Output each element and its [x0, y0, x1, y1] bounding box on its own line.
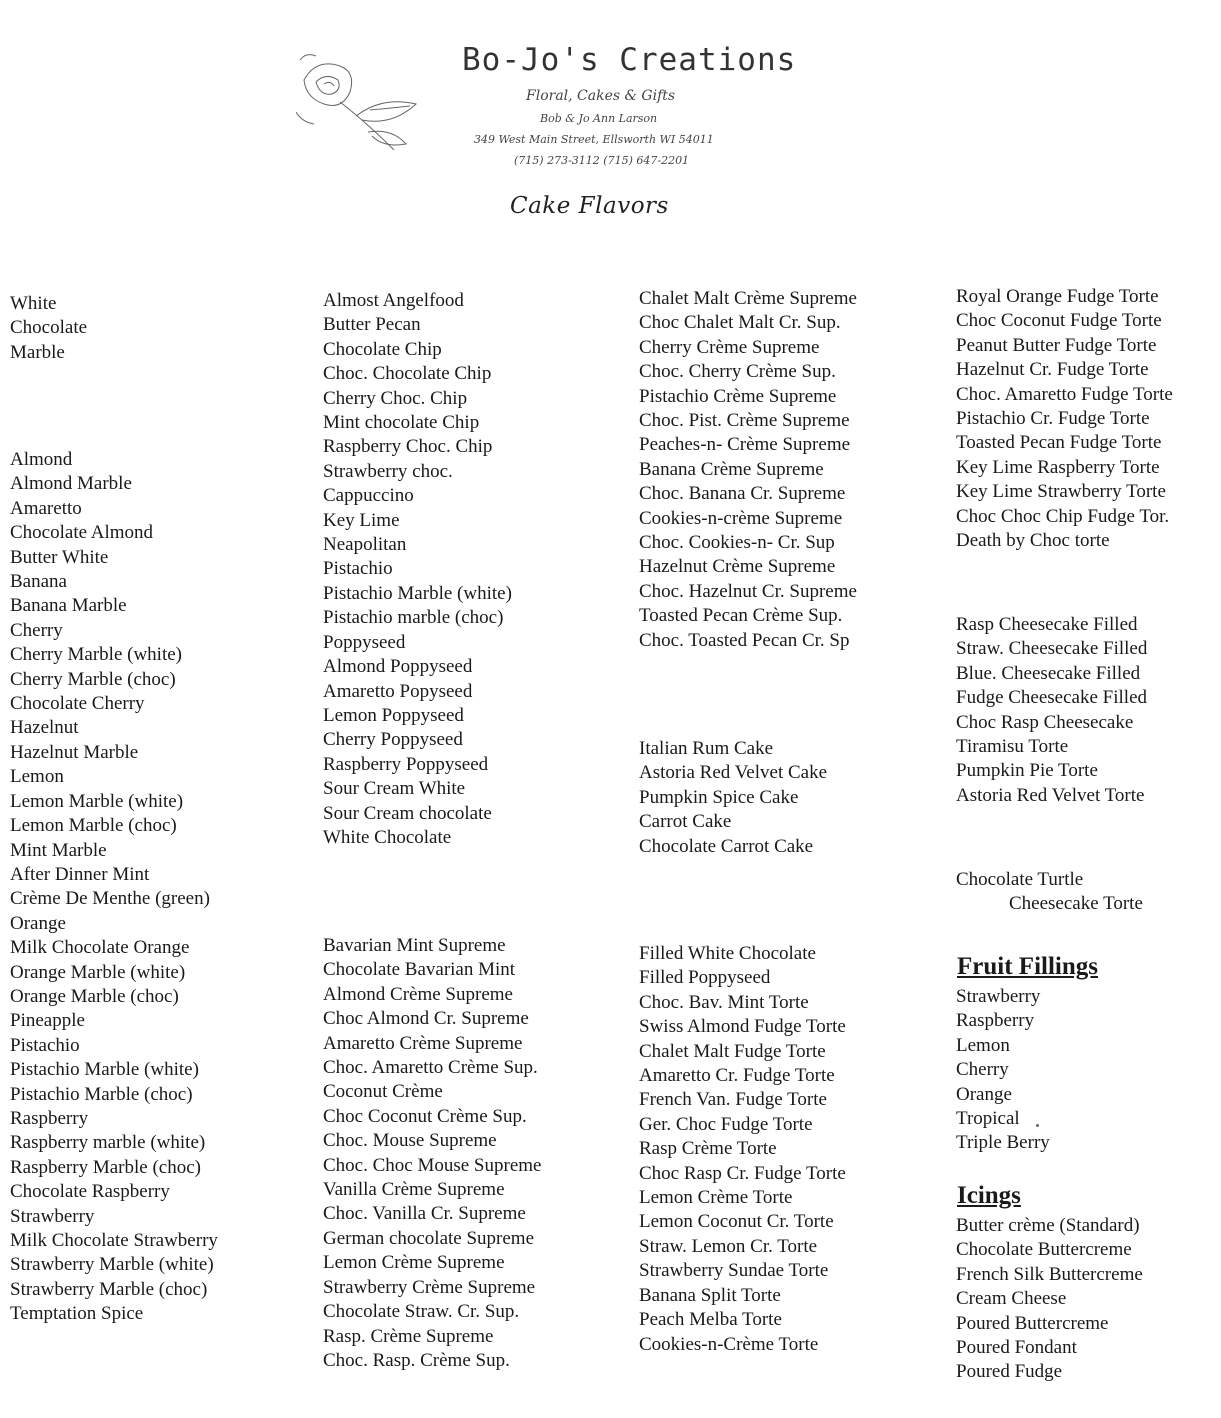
list-item: Poured Buttercreme [956, 1312, 1109, 1334]
list-item: Rasp. Crème Supreme [323, 1325, 494, 1347]
list-item: Choc. Bav. Mint Torte [639, 991, 809, 1013]
list-item: Cookies-n-crème Supreme [639, 507, 843, 529]
tagline: Floral, Cakes & Gifts [526, 88, 676, 104]
list-item: French Silk Buttercreme [956, 1263, 1143, 1285]
list-item: White [10, 293, 57, 314]
list-item: Cherry Poppyseed [323, 729, 463, 751]
phone-numbers: (715) 273-3112 (715) 647-2201 [514, 154, 690, 167]
list-item: Tiramisu Torte [956, 736, 1069, 758]
list-item: Choc. Choc Mouse Supreme [323, 1154, 542, 1176]
list-item: Cherry Marble (choc) [10, 668, 176, 690]
list-item: Amaretto [10, 497, 82, 519]
flavor-list [639, 737, 827, 859]
list-item: Choc Coconut Fudge Torte [956, 310, 1162, 332]
list-item: Poured Fondant [956, 1337, 1077, 1359]
list-item: Toasted Pecan Crème Sup. [639, 605, 843, 627]
list-item: Choc. Toasted Pecan Cr. Sp [639, 629, 850, 651]
list-item: Banana Crème Supreme [639, 458, 824, 480]
list-item: Chocolate Turtle [956, 869, 1084, 890]
list-item: Toasted Pecan Fudge Torte [956, 432, 1162, 454]
list-item: Choc Choc Chip Fudge Tor. [956, 505, 1170, 527]
list-item: Poppyseed [323, 631, 406, 653]
list-item: Pineapple [10, 1010, 85, 1032]
list-item: Pistachio marble (choc) [323, 607, 504, 629]
list-item: White Chocolate [323, 826, 452, 848]
page-title: Cake Flavors [510, 193, 669, 219]
list-item: Astoria Red Velvet Cake [639, 762, 828, 784]
list-item: Choc. Cookies-n- Cr. Sup [639, 532, 835, 554]
list-item: Cookies-n-Crème Torte [639, 1333, 819, 1355]
list-item: Amaretto Popyseed [323, 680, 473, 702]
list-item: Choc. Vanilla Cr. Supreme [323, 1203, 526, 1225]
list-item: Raspberry [956, 1010, 1035, 1032]
list-item: Strawberry Crème Supreme [323, 1276, 536, 1298]
list-item: Rasp Cheesecake Filled [956, 614, 1138, 635]
list-item: Coconut Crème [323, 1081, 443, 1103]
list-item: Carrot Cake [639, 811, 732, 833]
list-item: Death by Choc torte [956, 530, 1110, 552]
list-item: Choc Almond Cr. Supreme [323, 1008, 529, 1030]
list-item: Orange Marble (white) [10, 961, 186, 983]
list-item: Vanilla Crème Supreme [323, 1179, 505, 1201]
speck [1036, 1124, 1039, 1127]
list-item: Choc Rasp Cheesecake [956, 711, 1134, 733]
list-item: After Dinner Mint [10, 863, 150, 885]
list-item: Key Lime Raspberry Torte [956, 456, 1160, 478]
list-item: Lemon [956, 1034, 1010, 1056]
list-item: Choc. Mouse Supreme [323, 1130, 497, 1152]
list-item: Ger. Choc Fudge Torte [639, 1113, 813, 1135]
owners: Bob & Jo Ann Larson [540, 112, 658, 125]
list-item: Banana Split Torte [639, 1284, 781, 1306]
list-item: Triple Berry [956, 1132, 1050, 1154]
icings-heading: Icings [957, 1182, 1021, 1209]
list-item: Peach Melba Torte [639, 1309, 782, 1331]
list-item: Pistachio Cr. Fudge Torte [956, 408, 1150, 430]
list-item: Chocolate Straw. Cr. Sup. [323, 1301, 520, 1323]
list-item: Sour Cream White [323, 778, 466, 800]
fruit-fillings-list [956, 985, 1050, 1156]
flavor-list [10, 292, 87, 365]
list-item: Cherry [956, 1059, 1009, 1081]
list-item: Royal Orange Fudge Torte [956, 286, 1159, 307]
list-item: Strawberry Sundae Torte [639, 1260, 829, 1282]
list-item: Orange [10, 912, 66, 934]
list-item: Butter crème (Standard) [956, 1215, 1140, 1236]
list-item: Strawberry choc. [323, 460, 453, 482]
flavor-list [956, 868, 1143, 917]
list-item: Pistachio Marble (white) [10, 1059, 199, 1081]
list-item: Strawberry Marble (white) [10, 1254, 214, 1276]
list-item: Pumpkin Pie Torte [956, 760, 1098, 782]
list-item: Key Lime Strawberry Torte [956, 481, 1166, 503]
list-item: Tropical [956, 1108, 1020, 1130]
list-item: Choc Chalet Malt Cr. Sup. [639, 312, 841, 334]
list-item: Cheesecake Torte [1009, 893, 1143, 915]
list-item: Chalet Malt Crème Supreme [639, 288, 857, 309]
rose-logo-icon [296, 52, 436, 158]
list-item: Almond Poppyseed [323, 656, 473, 678]
list-item: Poured Fudge [956, 1361, 1063, 1383]
list-item: Almond [10, 449, 73, 470]
list-item: Mint chocolate Chip [323, 412, 480, 434]
list-item: Cherry [10, 619, 63, 641]
list-item: Temptation Spice [10, 1303, 144, 1325]
list-item: Cherry Choc. Chip [323, 387, 468, 409]
list-item: Pistachio Crème Supreme [639, 385, 837, 407]
flavor-list [323, 289, 512, 850]
list-item: Chocolate Bavarian Mint [323, 959, 516, 981]
list-item: Choc. Cherry Crème Sup. [639, 361, 836, 383]
list-item: Choc Coconut Crème Sup. [323, 1105, 527, 1127]
flavor-list [639, 942, 846, 1357]
flavor-list [639, 287, 857, 653]
list-item: Neapolitan [323, 534, 407, 556]
list-item: Crème De Menthe (green) [10, 888, 210, 910]
list-item: Hazelnut Cr. Fudge Torte [956, 359, 1149, 381]
list-item: Lemon [10, 766, 64, 788]
list-item: Blue. Cheesecake Filled [956, 662, 1141, 684]
list-item: Marble [10, 341, 65, 363]
list-item: French Van. Fudge Torte [639, 1089, 827, 1111]
list-item: Pumpkin Spice Cake [639, 786, 799, 808]
list-item: Butter White [10, 546, 109, 568]
list-item: Chocolate Buttercreme [956, 1239, 1132, 1261]
list-item: Peanut Butter Fudge Torte [956, 334, 1157, 356]
fruit-fillings-heading: Fruit Fillings [957, 953, 1098, 980]
list-item: Strawberry [10, 1205, 95, 1227]
icings-list [956, 1214, 1143, 1385]
list-item: Raspberry Poppyseed [323, 753, 489, 775]
list-item: Chocolate [10, 317, 88, 339]
list-item: Choc. Rasp. Crème Sup. [323, 1349, 510, 1371]
list-item: Pistachio Marble (choc) [10, 1083, 193, 1105]
list-item: Astoria Red Velvet Torte [956, 784, 1145, 806]
list-item: Choc. Amaretto Crème Sup. [323, 1057, 538, 1079]
list-item: Hazelnut Marble [10, 741, 139, 763]
list-item: Filled White Chocolate [639, 943, 816, 964]
list-item: Hazelnut [10, 717, 79, 739]
list-item: Pistachio [323, 558, 393, 580]
list-item: Strawberry [956, 986, 1041, 1007]
list-item: Hazelnut Crème Supreme [639, 556, 836, 578]
list-item: Banana Marble [10, 595, 127, 617]
list-item: Chocolate Almond [10, 522, 154, 544]
list-item: Choc. Hazelnut Cr. Supreme [639, 580, 857, 602]
list-item: Pistachio [10, 1034, 80, 1056]
list-item: Raspberry marble (white) [10, 1132, 206, 1154]
list-item: Lemon Poppyseed [323, 704, 464, 726]
list-item: Key Lime [323, 509, 400, 531]
list-item: Italian Rum Cake [639, 738, 774, 759]
list-item: Raspberry Marble (choc) [10, 1156, 201, 1178]
list-item: Amaretto Cr. Fudge Torte [639, 1065, 835, 1087]
list-item: Peaches-n- Crème Supreme [639, 434, 851, 456]
list-item: Choc. Pist. Crème Supreme [639, 410, 850, 432]
list-item: Strawberry Marble (choc) [10, 1278, 208, 1300]
address: 349 West Main Street, Ellsworth WI 54011 [474, 133, 714, 146]
list-item: Fudge Cheesecake Filled [956, 687, 1148, 709]
list-item: Sour Cream chocolate [323, 802, 492, 824]
list-item: Choc Rasp Cr. Fudge Torte [639, 1162, 846, 1184]
list-item: Straw. Cheesecake Filled [956, 638, 1148, 660]
list-item: Straw. Lemon Cr. Torte [639, 1235, 818, 1257]
flavor-list [956, 613, 1147, 808]
list-item: Lemon Crème Torte [639, 1187, 793, 1209]
list-item: Almost Angelfood [323, 290, 464, 311]
list-item: Cherry Crème Supreme [639, 336, 820, 358]
list-item: Orange [956, 1083, 1012, 1105]
list-item: Raspberry [10, 1107, 89, 1129]
flavor-list [956, 285, 1173, 553]
list-item: Lemon Marble (choc) [10, 815, 177, 837]
list-item: Swiss Almond Fudge Torte [639, 1016, 846, 1038]
list-item: Cherry Marble (white) [10, 644, 182, 666]
list-item: Chocolate Raspberry [10, 1181, 170, 1203]
list-item: Milk Chocolate Strawberry [10, 1230, 218, 1251]
flavor-list [10, 448, 218, 1327]
list-item: Pistachio Marble (white) [323, 582, 512, 604]
list-item: Cappuccino [323, 485, 414, 507]
list-item: Bavarian Mint Supreme [323, 935, 506, 956]
list-item: Filled Poppyseed [639, 967, 771, 989]
list-item: Lemon Marble (white) [10, 790, 184, 812]
flavor-list [323, 934, 541, 1373]
list-item: Banana [10, 571, 67, 593]
list-item: Choc. Amaretto Fudge Torte [956, 383, 1173, 405]
list-item: Almond Marble [10, 473, 132, 495]
list-item: Choc. Banana Cr. Supreme [639, 483, 846, 505]
list-item: Cream Cheese [956, 1288, 1067, 1310]
brand-name: Bo-Jo's Creations [462, 42, 797, 78]
list-item: Amaretto Crème Supreme [323, 1032, 523, 1054]
list-item: Almond Crème Supreme [323, 983, 513, 1005]
list-item: Butter Pecan [323, 314, 421, 336]
list-item: German chocolate Supreme [323, 1227, 535, 1249]
list-item: Chocolate Chip [323, 338, 442, 360]
list-item: Lemon Crème Supreme [323, 1252, 505, 1274]
list-item: Milk Chocolate Orange [10, 937, 190, 959]
list-item: Rasp Crème Torte [639, 1138, 777, 1160]
list-item: Raspberry Choc. Chip [323, 436, 493, 458]
list-item: Mint Marble [10, 839, 107, 861]
list-item: Lemon Coconut Cr. Torte [639, 1211, 834, 1233]
list-item: Chocolate Carrot Cake [639, 835, 814, 857]
list-item: Orange Marble (choc) [10, 985, 179, 1007]
list-item: Choc. Chocolate Chip [323, 363, 492, 385]
list-item: Chocolate Cherry [10, 693, 145, 715]
list-item: Chalet Malt Fudge Torte [639, 1040, 826, 1062]
